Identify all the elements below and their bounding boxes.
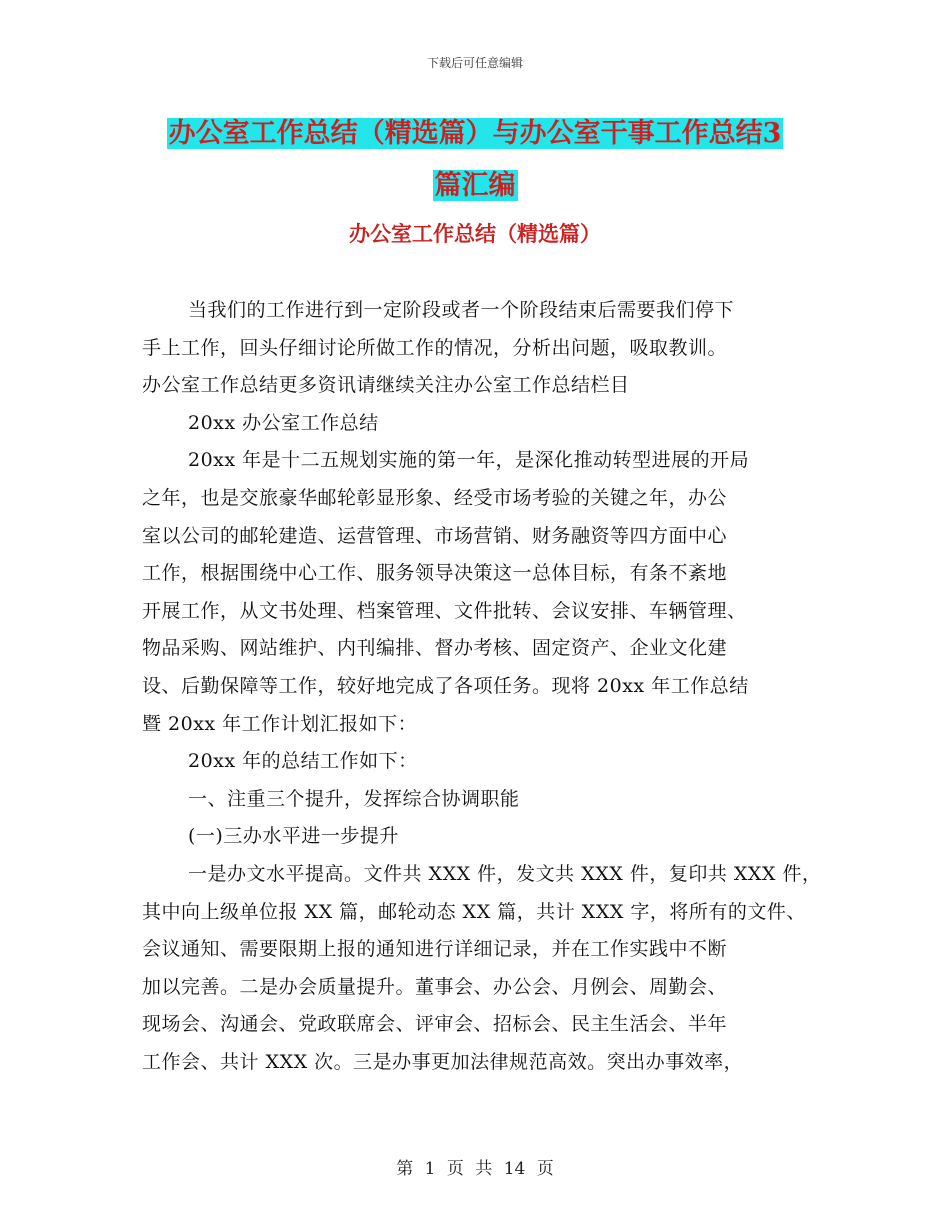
body-line: 工作会、共计 XXX 次。三是办事更加法律规范高效。突出办事效率， — [142, 1050, 744, 1073]
body-line: 室以公司的邮轮建造、运营管理、市场营销、财务融资等四方面中心 — [142, 524, 728, 547]
document-title-line-1 — [0, 108, 950, 160]
page-footer: 第 1 页 共 14 页 — [396, 1159, 554, 1179]
body-line: 现场会、沟通会、党政联席会、评审会、招标会、民主生活会、半年 — [142, 1013, 728, 1036]
body-line: 开展工作，从文书处理、档案管理、文件批转、会议安排、车辆管理、 — [142, 599, 747, 622]
body-line: 20xx 年是十二五规划实施的第一年，是深化推动转型进展的开局 — [188, 449, 750, 472]
title-line-2-text: 篇汇编 — [434, 170, 516, 201]
body-line: 之年，也是交旅豪华邮轮彰显形象、经受市场考验的关键之年，办公 — [142, 486, 728, 509]
body-line: 暨 20xx 年工作计划汇报如下： — [142, 712, 418, 735]
body-line: (一)三办水平进一步提升 — [188, 825, 399, 848]
body-line: 一、注重三个提升，发挥综合协调职能 — [188, 787, 520, 810]
body-line: 20xx 年的总结工作如下： — [188, 750, 418, 773]
title-line-1-text: 办公室工作总结（精选篇）与办公室干事工作总结3 — [168, 118, 782, 149]
body-line: 会议通知、需要限期上报的通知进行详细记录，并在工作实践中不断 — [142, 938, 728, 961]
body-text — [142, 292, 842, 1081]
body-line: 加以完善。二是办会质量提升。董事会、办公会、月例会、周勤会、 — [142, 975, 728, 998]
body-line: 当我们的工作进行到一定阶段或者一个阶段结束后需要我们停下 — [188, 299, 735, 321]
document-title-line-2 — [0, 160, 950, 212]
body-line: 物品采购、网站维护、内刊编排、督办考核、固定资产、企业文化建 — [142, 637, 728, 660]
body-line: 一是办文水平提高。文件共 XXX 件，发文共 XXX 件，复印共 XXX 件， — [188, 862, 822, 885]
body-line: 工作，根据围绕中心工作、服务领导决策这一总体目标，有条不紊地 — [142, 562, 728, 585]
document-title — [0, 108, 950, 212]
header-note: 下载后可任意编辑 — [426, 56, 523, 70]
body-line: 手上工作，回头仔细讨论所做工作的情况，分析出问题，吸取教训。 — [142, 336, 728, 359]
body-line: 办公室工作总结更多资讯请继续关注办公室工作总结栏目 — [142, 374, 630, 397]
body-line: 设、后勤保障等工作，较好地完成了各项任务。现将 20xx 年工作总结 — [142, 674, 749, 697]
body-line: 20xx 办公室工作总结 — [188, 411, 379, 434]
body-line: 其中向上级单位报 XX 篇，邮轮动态 XX 篇，共计 XXX 字，将所有的文件、 — [142, 900, 806, 923]
section-title: 办公室工作总结（精选篇） — [349, 221, 601, 246]
